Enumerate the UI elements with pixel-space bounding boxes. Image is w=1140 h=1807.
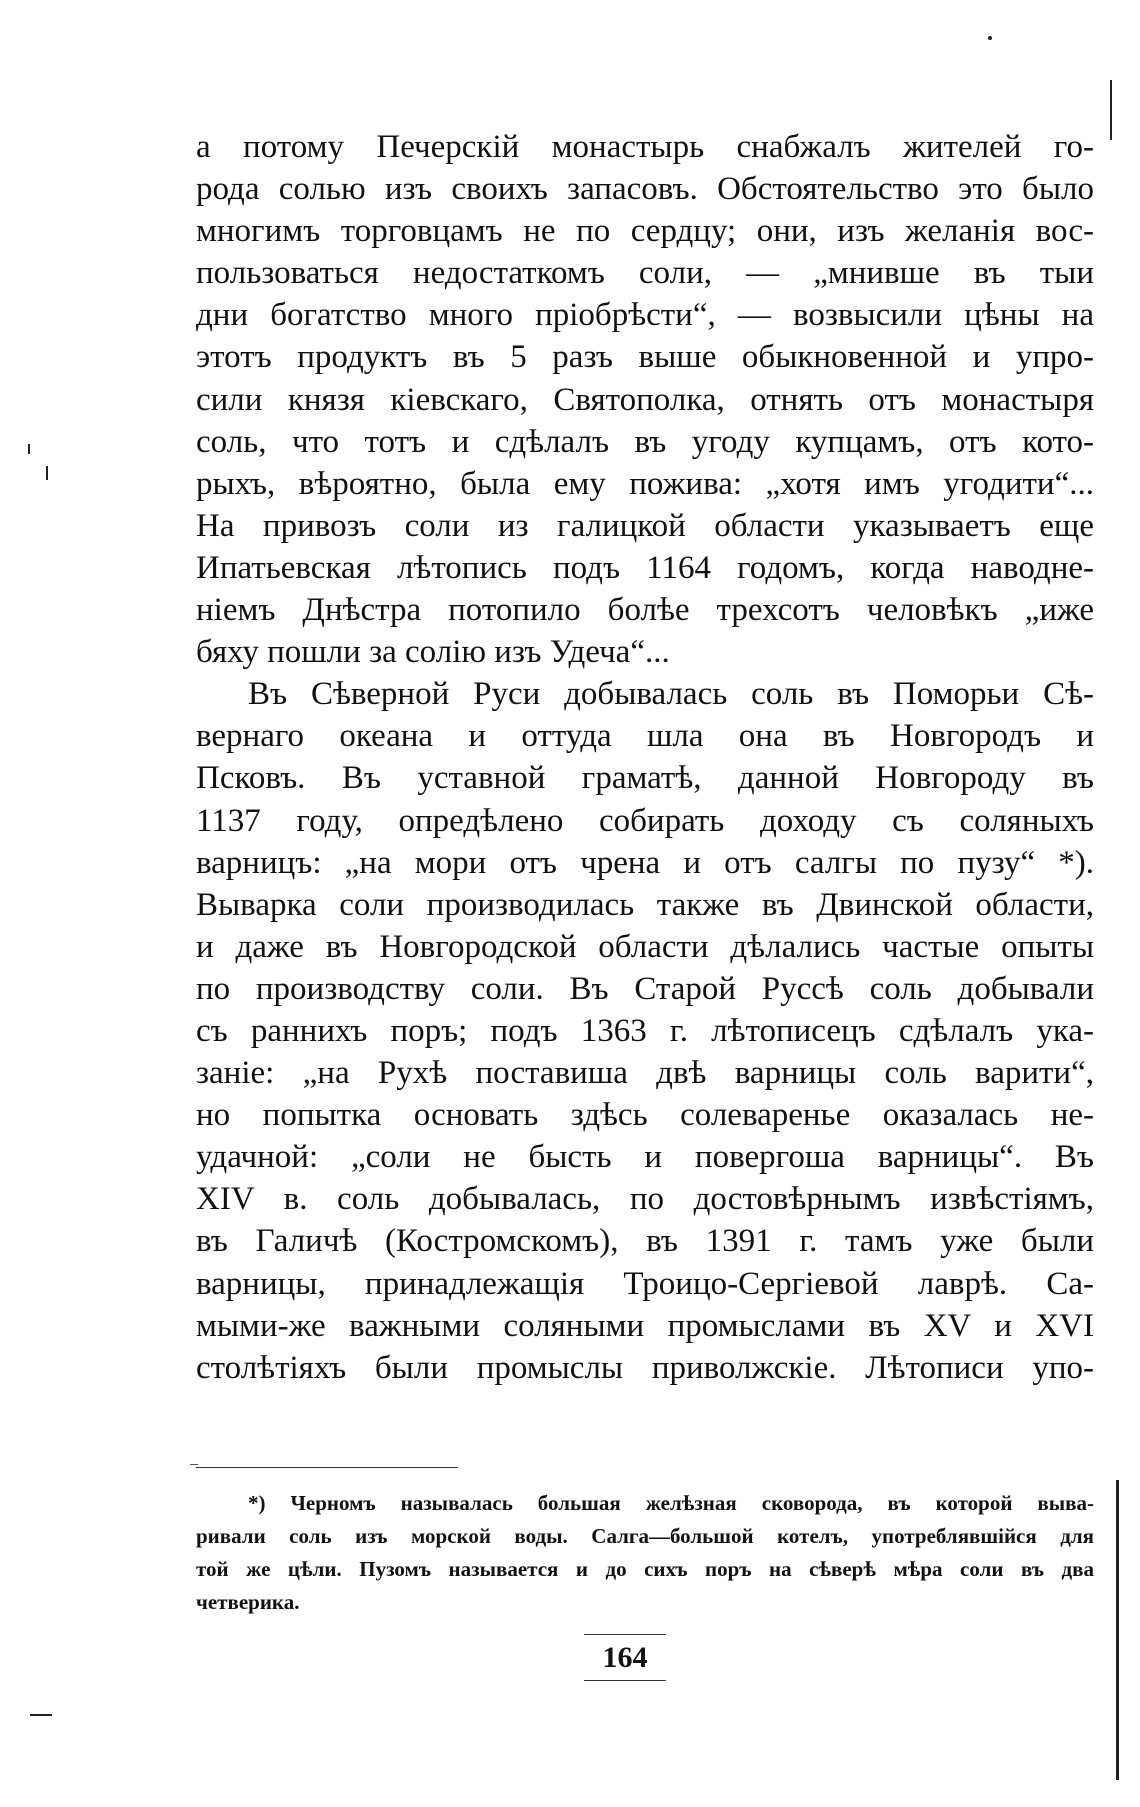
text-line: въ Галичѣ (Костромскомъ), въ 1391 г. тамъ уже были [196, 1223, 1094, 1260]
scan-dot [988, 36, 992, 40]
text-line: мыми-же важными соляными промыслами въ XV и XVI [196, 1307, 1094, 1344]
text-line: рыхъ, вѣроятно, была ему пожива: „хотя имъ угодити“... [196, 465, 1094, 502]
text-line: варницъ: „на мори отъ чрена и отъ салгы по пузу“ *). [196, 844, 1094, 881]
text-line: по производству соли. Въ Старой Руссѣ соль добывали [196, 970, 1094, 1007]
text-line: а потому Печерскій монастырь снабжалъ жителей го- [196, 129, 1094, 165]
text-line: ніемъ Днѣстра потопило болѣе трехсотъ человѣкъ „иже [196, 592, 1094, 629]
footnote-line: той же цѣли. Пузомъ называется и до сихъ поръ на сѣверѣ мѣра соли въ два [196, 1557, 1094, 1581]
text-line: рода солью изъ своихъ запасовъ. Обстоятельство это было [196, 171, 1094, 208]
text-line: многимъ торговцамъ не по сердцу; они, изъ желанія вос- [196, 213, 1094, 250]
page-number: 164 [602, 1641, 648, 1674]
text-line: этотъ продуктъ въ 5 разъ выше обыкновенной и упро- [196, 339, 1094, 376]
text-line: Ипатьевская лѣтопись подъ 1164 годомъ, когда наводне- [196, 549, 1094, 586]
scan-tick [46, 466, 48, 480]
text-line: варницы, принадлежащія Троицо-Сергіевой лаврѣ. Са- [196, 1265, 1094, 1302]
paragraph-start-line: Въ Сѣверной Руси добывалась соль въ Поморьи Сѣ- [248, 676, 1094, 713]
text-line: вернаго океана и оттуда шла она въ Новгородъ и [196, 718, 1094, 755]
footnote-rule [196, 1467, 458, 1468]
scan-tick [28, 444, 30, 454]
text-line: соль, что тотъ и сдѣлалъ въ угоду купцамъ, отъ кото- [196, 423, 1094, 460]
footnote-line: *) Черномъ называлась большая желѣзная сковорода, въ которой выва- [248, 1491, 1094, 1515]
text-line: съ раннихъ поръ; подъ 1363 г. лѣтописецъ сдѣлалъ ука- [196, 1012, 1094, 1049]
page-number-rule-top [584, 1634, 666, 1635]
footnote [196, 1487, 1094, 1619]
text-line: На привозъ соли из галицкой области указываетъ еще [196, 507, 1094, 544]
main-text [196, 126, 1094, 1389]
text-line: Псковъ. Въ уставной граматѣ, данной Новгороду въ [196, 760, 1094, 797]
text-line: 1137 году, опредѣлено собирать доходу съ соляныхъ [196, 802, 1094, 839]
text-line: дни богатство много пріобрѣсти“, — возвысили цѣны на [196, 297, 1094, 334]
scan-edge-mark [1116, 1480, 1119, 1780]
text-line: столѣтіяхъ были промыслы приволжскіе. Лѣтописи упо- [196, 1349, 1094, 1386]
footnote-line: четверика. [196, 1590, 300, 1614]
footnote-rule-mark [190, 1464, 198, 1465]
text-line: Выварка соли производилась также въ Двинской области, [196, 886, 1094, 923]
text-line: сили князя кіевскаго, Святополка, отнять отъ монастыря [196, 381, 1094, 418]
footnote-line: ривали соль изъ морской воды. Салга—большой котелъ, употреблявшійся для [196, 1524, 1094, 1548]
scan-dash [30, 1714, 52, 1716]
text-line: и даже въ Новгородской области дѣлались частые опыты [196, 928, 1094, 965]
scan-edge-mark [1110, 80, 1112, 140]
text-line: удачной: „соли не бысть и повергоша варницы“. Въ [196, 1139, 1094, 1176]
text-line: заніе: „на Рухѣ поставиша двѣ варницы соль варити“, [196, 1055, 1094, 1092]
text-line: бяху пошли за солію изъ Удеча“... [196, 634, 670, 671]
text-line: XIV в. соль добывалась, по достовѣрнымъ извѣстіямъ, [196, 1181, 1094, 1218]
page-number-rule-bottom [584, 1680, 666, 1681]
text-line: пользоваться недостаткомъ соли, — „мнивше въ тыи [196, 255, 1094, 292]
text-line: но попытка основать здѣсь солеваренье оказалась не- [196, 1097, 1094, 1134]
